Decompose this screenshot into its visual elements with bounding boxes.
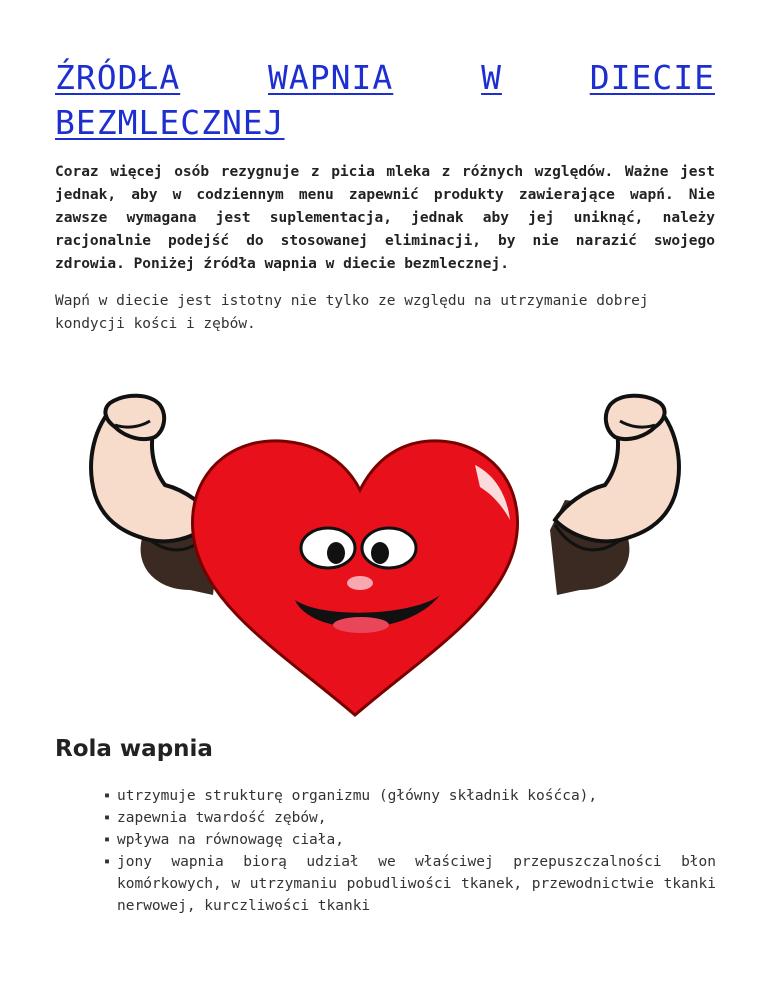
title-line-1 xyxy=(55,55,715,100)
intro-paragraph: Coraz więcej osób rezygnuje z picia mleka z różnych względów. Ważne jest jednak, aby w codziennym menu zapewnić produkty zawierające wapń. Nie zawsze wymagana jest suplementacja, jednak aby jej uniknąć, należy racjonalnie podejść do stosowanej eliminacji, by nie narazić swojego zdrowia. Poniżej źródła wapnia w diecie bezmlecznej. xyxy=(55,164,715,272)
list-item: ▪ wpływa na równowagę ciała, xyxy=(104,829,716,851)
title-word: W xyxy=(481,58,502,97)
body-paragraph: Wapń w diecie jest istotny nie tylko ze względu na utrzymanie dobrej kondycji kości i zębów. xyxy=(55,293,649,332)
list-item: ▪ zapewnia twardość zębów, xyxy=(104,807,716,829)
roles-list xyxy=(104,785,716,917)
title-word: ŹRÓDŁA xyxy=(55,58,181,97)
title-word: WAPNIA xyxy=(268,58,394,97)
right-arm xyxy=(550,396,679,595)
page-title-link[interactable] xyxy=(55,55,715,145)
article xyxy=(55,55,715,336)
title-word: DIECIE xyxy=(589,58,715,97)
section-heading: Rola wapnia xyxy=(55,736,213,762)
list-item: ▪ utrzymuje strukturę organizmu (główny składnik kośćca), xyxy=(104,785,716,807)
strong-heart-icon xyxy=(55,385,715,720)
title-line-2: BEZMLECZNEJ xyxy=(55,103,285,142)
list-item: ▪ jony wapnia biorą udział we właściwej przepuszczalności błon komórkowych, w utrzymaniu pobudliwości tkanek, przewodnictwie tkanki nerwowej, kurczliwości tkanki xyxy=(104,851,716,917)
